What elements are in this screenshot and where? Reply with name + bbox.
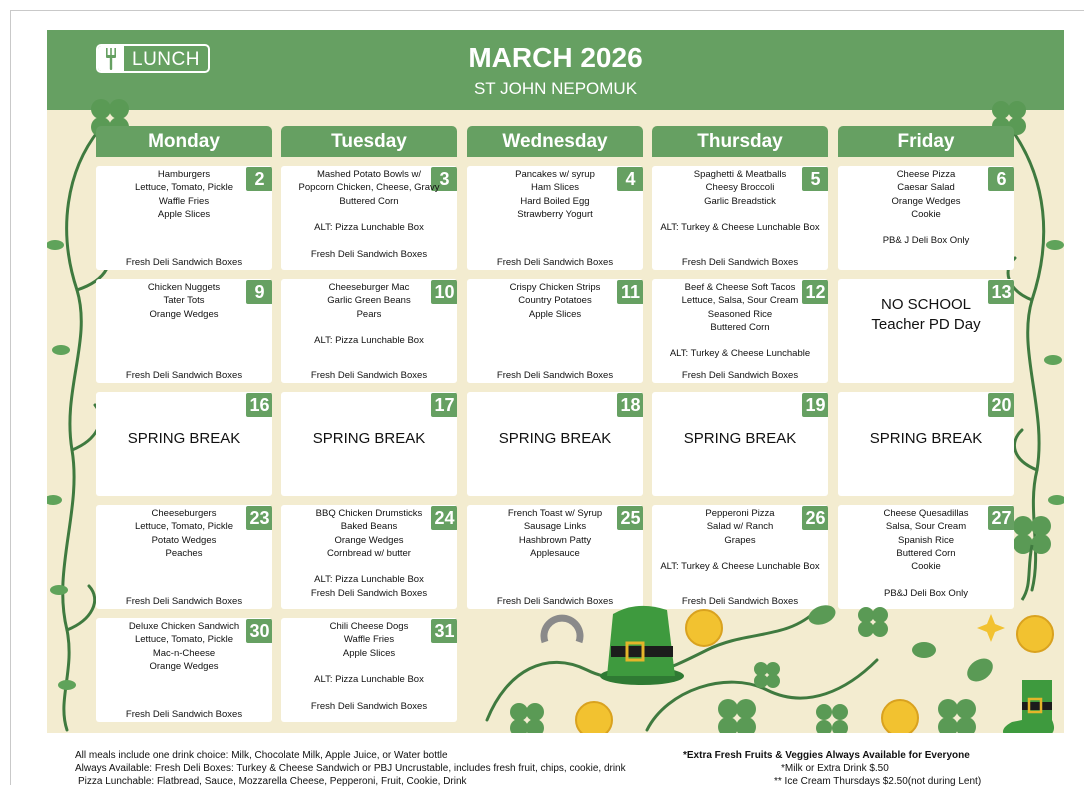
day-number: 17 — [431, 393, 457, 417]
notice-line: NO SCHOOL — [880, 296, 971, 313]
menu-line: Cheese Quesadillas — [883, 508, 969, 519]
day-header-thursday: Thursday — [652, 126, 828, 157]
menu-line: Cheesy Broccoli — [705, 182, 775, 194]
day-number: 31 — [431, 619, 457, 643]
day-number: 13 — [988, 280, 1014, 304]
day-header-tuesday: Tuesday — [281, 126, 457, 157]
menu-line: Garlic Green Beans — [327, 295, 411, 307]
menu-line: Lettuce, Salsa, Sour Cream — [681, 295, 799, 307]
menu-line: Cookie — [911, 208, 941, 220]
menu-line: ALT: Turkey & Cheese Lunchable Box — [660, 222, 820, 234]
menu-line: Mashed Potato Bowls w/ — [316, 169, 422, 180]
notice-line: SPRING BREAK — [127, 430, 241, 447]
menu-line: Cheeseburgers — [151, 508, 217, 519]
menu-line: PB&J Deli Box Only — [884, 587, 968, 599]
day-number: 9 — [246, 280, 272, 304]
menu-line: French Toast w/ Syrup — [507, 508, 603, 519]
footer-always-available: Always Available: Fresh Deli Boxes: Turkey & Cheese Sandwich or PBJ Uncrustable, includes fresh fruit, chips, cookie, drink — [75, 763, 626, 774]
menu-line: Lettuce, Tomato, Pickle — [134, 521, 234, 533]
menu-line: ALT: Turkey & Cheese Lunchable — [669, 348, 811, 360]
menu-line: ALT: Turkey & Cheese Lunchable Box — [660, 561, 820, 573]
menu-line: Orange Wedges — [149, 660, 219, 672]
notice-line: SPRING BREAK — [869, 430, 983, 447]
leprechaun-hat-icon — [600, 606, 684, 685]
day-number: 27 — [988, 506, 1014, 530]
menu-line: Cookie — [911, 561, 941, 573]
day-number: 10 — [431, 280, 457, 304]
deli-box-note: Fresh Deli Sandwich Boxes — [681, 596, 799, 607]
footer-ice-cream: ** Ice Cream Thursdays $2.50(not during Lent) — [774, 776, 982, 787]
menu-line: Salsa, Sour Cream — [885, 521, 967, 533]
day-number: 6 — [988, 167, 1014, 191]
day-number: 26 — [802, 506, 828, 530]
notice-line: SPRING BREAK — [683, 430, 797, 447]
menu-line: Lettuce, Tomato, Pickle — [134, 634, 234, 646]
menu-line: Fresh Deli Sandwich Boxes — [310, 700, 428, 712]
menu-line: Ham Slices — [530, 182, 580, 194]
menu-line: Apple Slices — [528, 308, 582, 320]
menu-line: ALT: Pizza Lunchable Box — [314, 222, 424, 234]
menu-line: Fresh Deli Sandwich Boxes — [310, 248, 428, 260]
menu-line: Orange Wedges — [149, 308, 219, 320]
footer-notes — [0, 748, 1084, 785]
deli-box-note: Fresh Deli Sandwich Boxes — [681, 257, 799, 268]
deli-box-note: Fresh Deli Sandwich Boxes — [496, 596, 614, 607]
menu-line: Cheese Pizza — [896, 169, 956, 180]
menu-line: Hamburgers — [157, 169, 211, 180]
day-header-friday: Friday — [838, 126, 1014, 157]
day-number: 3 — [431, 167, 457, 191]
menu-line: ALT: Pizza Lunchable Box — [314, 574, 424, 586]
day-number: 12 — [802, 280, 828, 304]
day-number: 24 — [431, 506, 457, 530]
menu-line: Orange Wedges — [891, 195, 961, 207]
menu-line: ALT: Pizza Lunchable Box — [314, 674, 424, 686]
menu-line: Hashbrown Patty — [518, 534, 592, 546]
day-number: 11 — [617, 280, 643, 304]
menu-line: Peaches — [165, 547, 203, 559]
menu-line: Orange Wedges — [334, 534, 404, 546]
footer-pizza-lunchable: Pizza Lunchable: Flatbread, Sauce, Mozzarella Cheese, Pepperoni, Fruit, Cookie, Drink — [78, 776, 467, 787]
day-number: 23 — [246, 506, 272, 530]
notice-line: SPRING BREAK — [498, 430, 612, 447]
deli-box-note: Fresh Deli Sandwich Boxes — [125, 709, 243, 720]
menu-line: Mac-n-Cheese — [152, 647, 216, 659]
menu-line: Pears — [356, 308, 382, 320]
menu-line: Waffle Fries — [158, 195, 210, 207]
horseshoe-icon — [544, 618, 580, 642]
day-header-monday: Monday — [96, 126, 272, 157]
logo-text: LUNCH — [132, 49, 200, 70]
day-header-wednesday: Wednesday — [467, 126, 643, 157]
deli-box-note: Fresh Deli Sandwich Boxes — [496, 257, 614, 268]
menu-line: Strawberry Yogurt — [517, 208, 593, 220]
menu-line: Popcorn Chicken, Cheese, Gravy — [298, 182, 440, 194]
menu-line: Sausage Links — [523, 521, 587, 533]
notice-line: Teacher PD Day — [871, 316, 981, 333]
page-title: MARCH 2026 — [468, 42, 643, 73]
menu-line: Buttered Corn — [339, 195, 399, 207]
day-number: 5 — [802, 167, 828, 191]
menu-line: Apple Slices — [157, 208, 211, 220]
menu-line: Cornbread w/ butter — [327, 547, 411, 559]
menu-line: Applesauce — [530, 547, 580, 559]
menu-line: Tater Tots — [163, 295, 205, 307]
day-number: 18 — [617, 393, 643, 417]
footer-extra-fruits: *Extra Fresh Fruits & Veggies Always Available for Everyone — [683, 750, 970, 761]
menu-line: Beef & Cheese Soft Tacos — [684, 282, 796, 293]
menu-line: Potato Wedges — [151, 534, 217, 546]
sparkle-icon — [977, 614, 1005, 642]
deli-box-note: Fresh Deli Sandwich Boxes — [125, 370, 243, 381]
menu-line: Salad w/ Ranch — [706, 521, 774, 533]
deli-box-note: Fresh Deli Sandwich Boxes — [125, 257, 243, 268]
notice-line: SPRING BREAK — [312, 430, 426, 447]
leprechaun-boot-icon — [1003, 680, 1054, 733]
menu-line: Garlic Breadstick — [704, 195, 776, 207]
deli-box-note: Fresh Deli Sandwich Boxes — [310, 370, 428, 381]
day-number: 2 — [246, 167, 272, 191]
menu-line: Country Potatoes — [518, 295, 592, 307]
menu-line: Baked Beans — [340, 521, 398, 533]
menu-line: Buttered Corn — [710, 321, 770, 333]
menu-line: Pepperoni Pizza — [705, 508, 775, 519]
menu-line: Buttered Corn — [896, 547, 956, 559]
menu-line: Waffle Fries — [343, 634, 395, 646]
menu-line: Apple Slices — [342, 647, 396, 659]
menu-line: Grapes — [724, 534, 756, 546]
menu-line: Chili Cheese Dogs — [329, 621, 409, 632]
menu-line: Fresh Deli Sandwich Boxes — [310, 587, 428, 599]
menu-line: Hard Boiled Egg — [520, 195, 590, 207]
menu-line: Deluxe Chicken Sandwich — [128, 621, 240, 632]
page-subtitle: ST JOHN NEPOMUK — [473, 79, 638, 98]
day-number: 19 — [802, 393, 828, 417]
menu-line: Crispy Chicken Strips — [509, 282, 601, 293]
menu-line: PB& J Deli Box Only — [882, 235, 970, 247]
lunch-calendar — [47, 30, 1064, 733]
deli-box-note: Fresh Deli Sandwich Boxes — [125, 596, 243, 607]
day-number: 4 — [617, 167, 643, 191]
day-number: 25 — [617, 506, 643, 530]
menu-line: Seasoned Rice — [707, 308, 773, 320]
menu-line: Cheeseburger Mac — [328, 282, 410, 293]
menu-line: Chicken Nuggets — [147, 282, 221, 293]
day-number: 30 — [246, 619, 272, 643]
menu-line: Spaghetti & Meatballs — [693, 169, 787, 180]
menu-line: ALT: Pizza Lunchable Box — [314, 335, 424, 347]
day-number: 20 — [988, 393, 1014, 417]
menu-line: Spanish Rice — [898, 534, 954, 546]
deli-box-note: Fresh Deli Sandwich Boxes — [496, 370, 614, 381]
menu-line: Lettuce, Tomato, Pickle — [134, 182, 234, 194]
st-patricks-scene — [47, 30, 1064, 733]
menu-line: BBQ Chicken Drumsticks — [315, 508, 423, 519]
day-number: 16 — [246, 393, 272, 417]
menu-line: Caesar Salad — [897, 182, 955, 194]
menu-line: Pancakes w/ syrup — [515, 169, 595, 180]
deli-box-note: Fresh Deli Sandwich Boxes — [681, 370, 799, 381]
footer-drink-note: All meals include one drink choice: Milk, Chocolate Milk, Apple Juice, or Water bottle — [75, 750, 448, 761]
footer-milk-price: *Milk or Extra Drink $.50 — [781, 763, 889, 774]
